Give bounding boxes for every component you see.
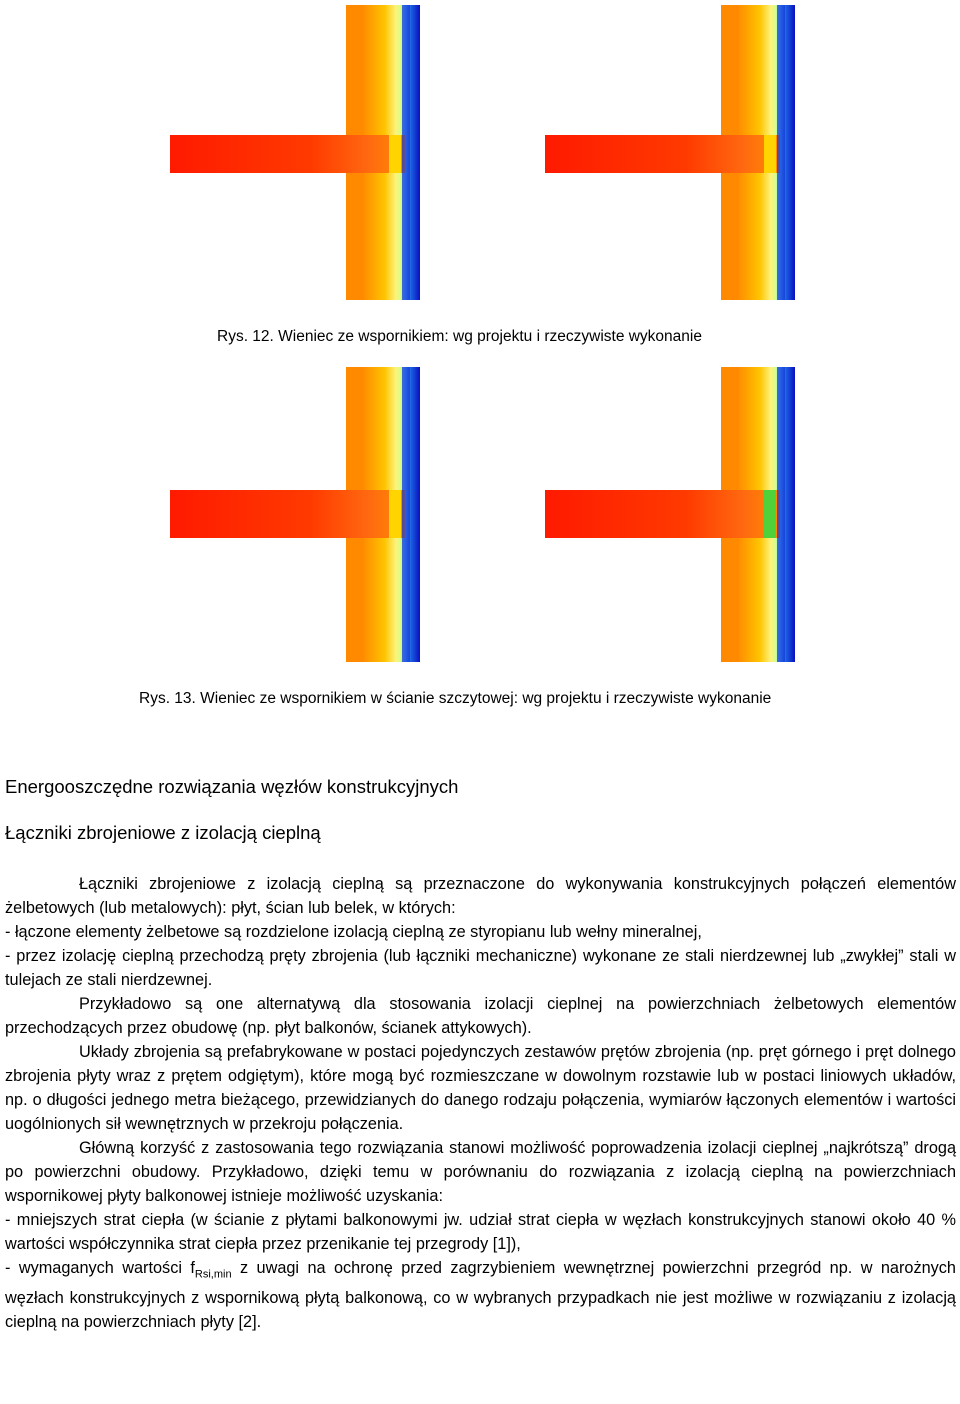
figure-12-left-thermal-map [170, 5, 420, 300]
paragraph-7: - mniejszych strat ciepła (w ścianie z płytami balkonowymi jw. udział strat ciepła w węzłach konstrukcyjnych stanowi około 40 % wartości współczynnika strat ciepła przez przenikanie tej przegrody [1]), [5, 1211, 956, 1253]
paragraph-3: - przez izolację cieplną przechodzą pręty zbrojenia (lub łączniki mechaniczne) wykonane ze stali nierdzewnej lub „zwykłej” stali w tulejach ze stali nierdzewnej. [5, 947, 956, 989]
paragraph-1: Łączniki zbrojeniowe z izolacją cieplną są przeznaczone do wykonywania konstrukcyjnych połączeń elementów żelbetowych (lub metalowych): płyt, ścian lub belek, w których: [5, 875, 956, 917]
figure-12-right-thermal-map [545, 5, 795, 300]
subsection-heading: Łączniki zbrojeniowe z izolacją cieplną [5, 822, 321, 843]
figure-13-left-thermal-map [170, 367, 420, 662]
figure-13-right-thermal-map [545, 367, 795, 662]
paragraph-5: Układy zbrojenia są prefabrykowane w postaci pojedynczych zestawów prętów zbrojenia (np. pręt górnego i pręt dolnego zbrojenia płyty wraz z prętem odgiętym), które mogą być rozmieszczane w dowolnym rozstawie lub w postaci liniowych układów, np. o długości jednego metra bieżącego, przewidzianych do danego rodzaju połączenia, wymiarów łączonych elementów i wartości uogólnionych sił wewnętrznych w przekroju połączenia. [5, 1043, 956, 1133]
paragraph-8-after: z uwagi na ochronę przed zagrzybieniem wewnętrznej powierzchni przegród np. w narożnych węzłach konstrukcyjnych z wspornikową płytą balkonową, co w wybranych przypadkach nie jest możliwe w rozwiązaniu z izolacją cieplną na powierzchniach płyty [2]. [5, 1259, 956, 1332]
paragraph-8-before: - wymaganych wartości f [5, 1259, 195, 1277]
figure-13-caption: Rys. 13. Wieniec ze wspornikiem w ścianie szczytowej: wg projektu i rzeczywiste wykonanie [139, 690, 772, 707]
paragraph-6: Główną korzyść z zastosowania tego rozwiązania stanowi możliwość poprowadzenia izolacji cieplnej „najkrótszą” drogą po powierzchni obudowy. Przykładowo, dzięki temu w porównaniu do rozwiązania z izolacją cieplną na powierzchniach wspornikowej płyty balkonowej istnieje możliwość uzyskania: [5, 1139, 956, 1205]
paragraph-2: - łączone elementy żelbetowe są rozdzielone izolacją cieplną ze styropianu lub wełny mineralnej, [5, 923, 702, 941]
body-text [5, 872, 956, 1334]
paragraph-8-subscript: Rsi,min [194, 1268, 232, 1281]
paragraph-8 [5, 1256, 956, 1334]
figure-12-caption: Rys. 12. Wieniec ze wspornikiem: wg projektu i rzeczywiste wykonanie [217, 328, 702, 345]
section-heading: Energooszczędne rozwiązania węzłów konstrukcyjnych [5, 776, 459, 797]
paragraph-4: Przykładowo są one alternatywą dla stosowania izolacji cieplnej na powierzchniach żelbetowych elementów przechodzących przez obudowę (np. płyt balkonów, ścianek attykowych). [5, 995, 956, 1037]
